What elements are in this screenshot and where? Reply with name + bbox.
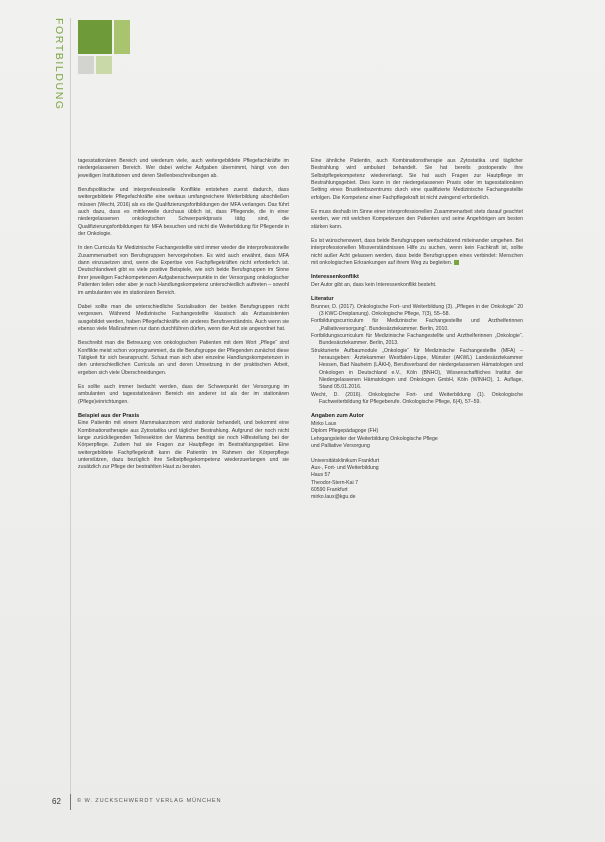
page-number: 62 [52,797,61,806]
author-line: 60590 Frankfurt [311,486,348,493]
author-line: Mirko Laux [311,420,337,427]
reference-item: Wecht, D. (2016). Onkologische Fort- und Weiterbildung (1). Onkologische Fachweiterbildung für Pflegeberufe. Onkologische Pflege, 6(4), 57–59. [311,391,523,406]
author-line: Diplom Pflegepädagoge (FH) [311,428,379,435]
color-block-logo [78,20,130,74]
paragraph: In den Curricula für Medizinische Fachangestellte wird immer wieder die interprofessionelle Zusammenarbeit von Berufsgruppen hervorgehoben. Es wird auch erwähnt, dass MFA dann einzusetzen sind, wenn die Expertise von Fachpflegekräften nicht erforderlich ist. Deutschlandweit gibt es viele positive Beispiele, wie sich beide Berufsgruppen im Sinne ihrer jeweiligen Fachkompetenzen Aufgabenschwerpunkte in der Versorgung onkologischer Patienten teilen oder aber je nach Handlungskompetenz unterschiedlich auftreten – sowohl im ambulanten wie im stationären Bereich. [78,245,289,296]
logo-block-pale [96,56,112,74]
conflict-heading: Interessenkonflikt [311,274,359,281]
logo-block-grey [78,56,94,74]
paragraph: Berufspolitische und interprofessionelle Konflikte entstehen zuerst dadurch, dass weitergebildete Pflegefachkräfte eine weitaus umfangreichere Weiterbildung abschließen müssen (Wecht, 2016) als es die Qualifizierungsfortbildungen der MFA verlangen. Das führt auch dazu, dass es mittlerweile durchaus üblich ist, dass Pflegende, die in einer niedergelassenen onkologischen Schwerpunktpraxis tätig sind, die Qualifizierungsfortbildungen für MFA besuchen und nicht die Weiterbildung für Pflegende in der Onkologie. [78,187,289,238]
paragraph: Eine Patientin mit einem Mammakarzinom wird stationär behandelt, und bekommt eine Kombinationstherapie aus Zytostatika und täglicher Bestrahlung. Aufgrund der noch nicht lange zurückliegenden Teilresektion der Mamma benötigt sie noch Hilfestellung bei der Körperpflege. Zudem hat sie Fragen zur Hautpflege im Bestrahlungsgebiet. Eine weitergebildete Fachpflegekraft kann die Patientin im Rahmen der Körperpflege unterstützen, dazu bezüglich ihre Selbstpflegekompetenz wiederzuerlangen und sie zusätzlich zur Pflege der bestrahlten Haut zu beraten. [78,420,289,471]
page-footer [52,794,352,810]
logo-block-light [114,20,130,54]
author-line: Haus 57 [311,472,331,479]
author-line: Lehrgangsleiter der Weiterbildung Onkologische Pflege [311,435,438,442]
reference-item: Fortbildungscurriculum für Medizinische Fachangestellte und Arzthelferinnen „Onkologie“. Bundesärztekammer. Berlin, 2013. [311,333,523,347]
author-line: Universitätsklinikum Frankfurt [311,457,380,464]
paragraph-closing [311,238,523,267]
author-heading: Angaben zum Autor [311,413,364,420]
example-heading: Beispiel aus der Praxis [78,412,140,419]
paragraph: Dabei sollte man die unterschiedliche Sozialisation der beiden Berufsgruppen nicht vergessen. Während Medizinische Fachangestellte klassisch als Arztassistenten ausgebildet werden, haben Pflegefachkräfte ein anderes Berufsverständnis. Auch wenn sie ebenso viele Maßnahmen nur dann durchführen dürfen, wenn der Arzt sie angeordnet hat. [78,303,289,332]
author-line: Aus-, Fort- und Weiterbildung [311,464,379,471]
paragraph: Es muss deshalb im Sinne einer interprofessionellen Zusammenarbeit stets darauf geachtet werden, wer mit welchen Kompetenzen den Patienten und seine Angehörigen am besten stärken kann. [311,209,523,230]
section-label-text: FORTBILDUNG [53,18,65,111]
right-column [311,158,523,502]
left-column [78,158,289,479]
reference-item: Brunner, D. (2017). Onkologische Fort- und Weiterbildung (3). „Pflegen in der Onkologie“ 20 (3 KWC-Dreiplanung). Onkologische Pflege, 7(3), 55–58. [311,303,523,317]
closing-text: Es ist wünschenswert, dass beide Berufsgruppen wertschätzend miteinander umgehen. Bei interprofessionellen Missverständnissen Hilfe zu suchen, wenn kein Fachkraft ist, sollte nicht außer Acht gelassen werden, dass beide Berufsgruppen eines verbindet: Menschen mit onkologischen Erkrankungen auf ihrem Weg zu begleiten. [311,238,523,267]
reference-item: Strukturierte Aufbaumodule „Onkologie“ für Medizinische Fachangestellte (MFA) – herausgeben: Ärztekammer Westfalen-Lippe, Münster (AKWL) Landesärztekammer Hessen, Bad Nauheim (LÄKH), Berufsverband der niedergelassenen Hämatologen und Onkologen in Deutschland e.V., Köln (BNHO), Wissenschaftliches Institut der Niedergelassenen Hämatologen und Onkologen GmbH, Köln (WINHO), 1. Auflage, Stand 05.01.2016. [311,347,523,391]
author-info [311,421,523,502]
paragraph: Eine ähnliche Patientin, auch Kombinationstherapie aus Zytostatika und täglicher Bestrahlung wird ambulant behandelt. Sie hat bereits postoperativ ihre Selbstpflegekompetenz wiedererlangt. Sie hat auch Fragen zur Hautpflege im Bestrahlungsgebiet. Dies kann in der niedergelassenen Praxis oder im tagesstationären Setting eines Brustkrebszentrums durch eine qualifizierte Medizinische Fachangestellte erfolgen. Die Kompetenz einer Fachpflegekraft ist nicht zwingend erforderlich. [311,158,523,201]
literature-heading: Literatur [311,296,334,303]
paragraph: tagesstationären Bereich und wiederum viele, auch weitergebildete Pflegefachkräfte im niedergelassenen Bereich. Wer dabei welche Aufgaben übernimmt, hängt von den jeweiligen Institutionen und deren Stellenbeschreibungen ab. [78,158,289,179]
author-line: Theodor-Stern-Kai 7 [311,479,358,486]
footer-divider [70,794,71,810]
author-line: und Palliative Versorgung [311,442,370,449]
margin-rule [70,18,71,798]
reference-list [311,304,523,407]
section-label [52,18,66,138]
author-email[interactable]: mirko.laux@kgu.de [311,494,356,501]
paragraph: Es sollte auch immer bedacht werden, dass der Schwerpunkt der Versorgung im ambulanten und tagesstationären Bereich ein anderer ist als der im stationären (Pflege)einrichtungen. [78,383,289,405]
logo-block-dark [78,20,112,54]
paragraph: Beschreibt man die Betreuung von onkologischen Patienten mit dem Wort „Pflege“ sind Konflikte meist schon vorprogrammiert, da die Berufsgruppe der Pflegenden zunächst diese Tätigkeit für sich beansprucht. Schaut man sich aber einzelne Handlungskompetenzen in den unterschiedlichen Curricula an und deren Umsetzung in der praktischen Arbeit, ergeben sich viele Überschneidungen. [78,340,289,376]
end-mark-icon [454,260,459,265]
reference-item: Fortbildungscurriculum für Medizinische Fachangestellte und Arzthelferinnen „Palliativversorgung“. Bundesärztekammer. Berlin, 2010. [311,318,523,332]
publisher-line: © W. ZUCKSCHWERDT VERLAG MÜNCHEN [77,798,222,804]
author-spacer [311,450,523,457]
conflict-text: Der Autor gibt an, dass kein Interessenkonflikt besteht. [311,281,437,288]
